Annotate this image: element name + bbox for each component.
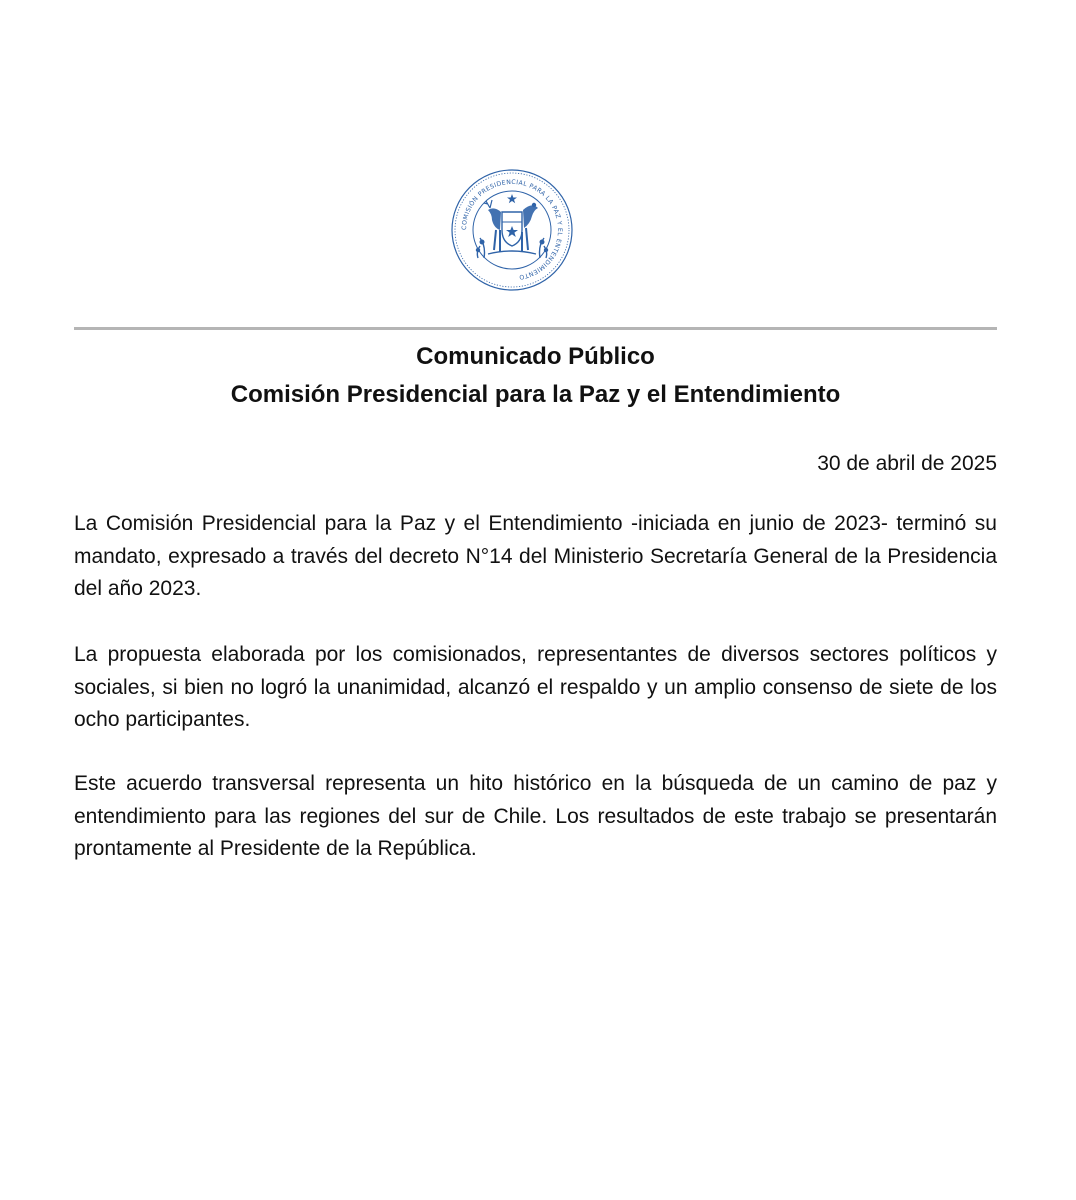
commission-seal-icon [450,168,574,292]
document-title: Comunicado Público [416,343,655,370]
body-paragraph-1: La Comisión Presidencial para la Paz y el Entendimiento -iniciada en junio de 2023- terminó su mandato, expresado a través del decreto N°14 del Ministerio Secretaría General de la Presidencia del año 2023. [74,512,997,600]
seal-ring-text: COMISIÓN PRESIDENCIAL PARA LA PAZ Y EL ENTENDIMIENTO [460,178,564,281]
document-subtitle: Comisión Presidencial para la Paz y el Entendimiento [230,381,841,408]
body-paragraph-2: La propuesta elaborada por los comisionados, representantes de diversos sectores políticos y sociales, si bien no logró la unanimidad, alcanzó el respaldo y un amplio consenso de siete de los ocho participantes. [74,643,997,731]
body-paragraph-3: Este acuerdo transversal representa un hito histórico en la búsqueda de un camino de paz y entendimiento para las regiones del sur de Chile. Los resultados de este trabajo se presentarán prontamente al Presidente de la República. [74,772,997,860]
document-date: 30 de abril de 2025 [817,452,997,475]
header-divider [74,327,997,330]
